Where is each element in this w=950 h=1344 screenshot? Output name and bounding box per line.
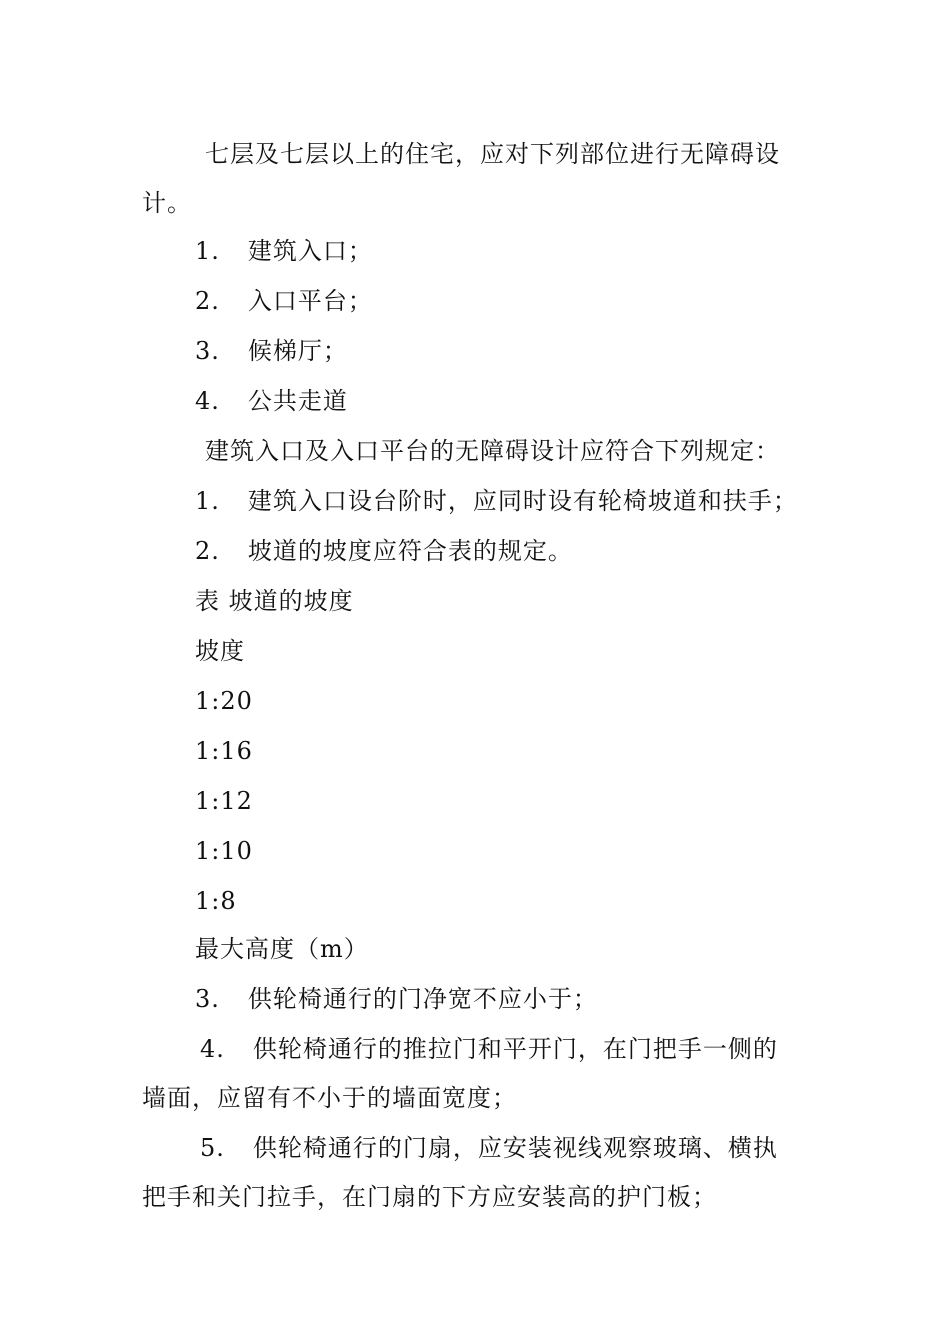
list-text: 入口平台； — [247, 287, 373, 315]
list-text: 候梯厅； — [247, 337, 348, 365]
list-item — [195, 984, 598, 1014]
list-number: 2. — [195, 537, 220, 565]
max-height-label: 最大高度（m） — [195, 935, 369, 963]
list-number: 3. — [195, 985, 220, 1013]
list-item — [200, 1034, 778, 1064]
intro-paragraph-line1: 七层及七层以上的住宅，应对下列部位进行无障碍设 — [205, 140, 780, 168]
list-item — [200, 1133, 778, 1163]
list-item — [195, 236, 373, 266]
table-caption: 表 坡道的坡度 — [195, 587, 354, 615]
slope-value: 1:8 — [195, 887, 237, 915]
slope-value: 1:20 — [195, 687, 253, 715]
list-item — [195, 486, 798, 516]
slope-value: 1:12 — [195, 787, 253, 815]
list-text: 供轮椅通行的门净宽不应小于； — [247, 985, 598, 1013]
list-number: 1. — [195, 237, 220, 265]
list-number: 3. — [195, 337, 220, 365]
list-text: 供轮椅通行的门扇，应安装视线观察玻璃、横执 — [252, 1134, 778, 1162]
list-text: 供轮椅通行的推拉门和平开门，在门把手一侧的 — [252, 1035, 778, 1063]
table-header: 坡度 — [195, 637, 245, 665]
list-item — [195, 386, 348, 416]
section-heading: 建筑入口及入口平台的无障碍设计应符合下列规定： — [205, 437, 780, 465]
list-number: 4. — [200, 1035, 225, 1063]
list-number: 2. — [195, 287, 220, 315]
list-text: 建筑入口设台阶时，应同时设有轮椅坡道和扶手； — [247, 487, 798, 515]
list-number: 5. — [200, 1134, 225, 1162]
intro-paragraph-line2: 计。 — [142, 189, 192, 217]
slope-value: 1:10 — [195, 837, 253, 865]
list-item — [195, 336, 348, 366]
list-text: 建筑入口； — [247, 237, 373, 265]
list-text: 坡道的坡度应符合表的规定。 — [247, 537, 573, 565]
list-text-continuation: 墙面，应留有不小于的墙面宽度； — [142, 1084, 517, 1112]
slope-value: 1:16 — [195, 737, 253, 765]
list-item — [195, 536, 573, 566]
list-item — [195, 286, 373, 316]
list-number: 1. — [195, 487, 220, 515]
list-text-continuation: 把手和关门拉手，在门扇的下方应安装高的护门板； — [142, 1183, 717, 1211]
list-number: 4. — [195, 387, 220, 415]
list-text: 公共走道 — [247, 387, 348, 415]
